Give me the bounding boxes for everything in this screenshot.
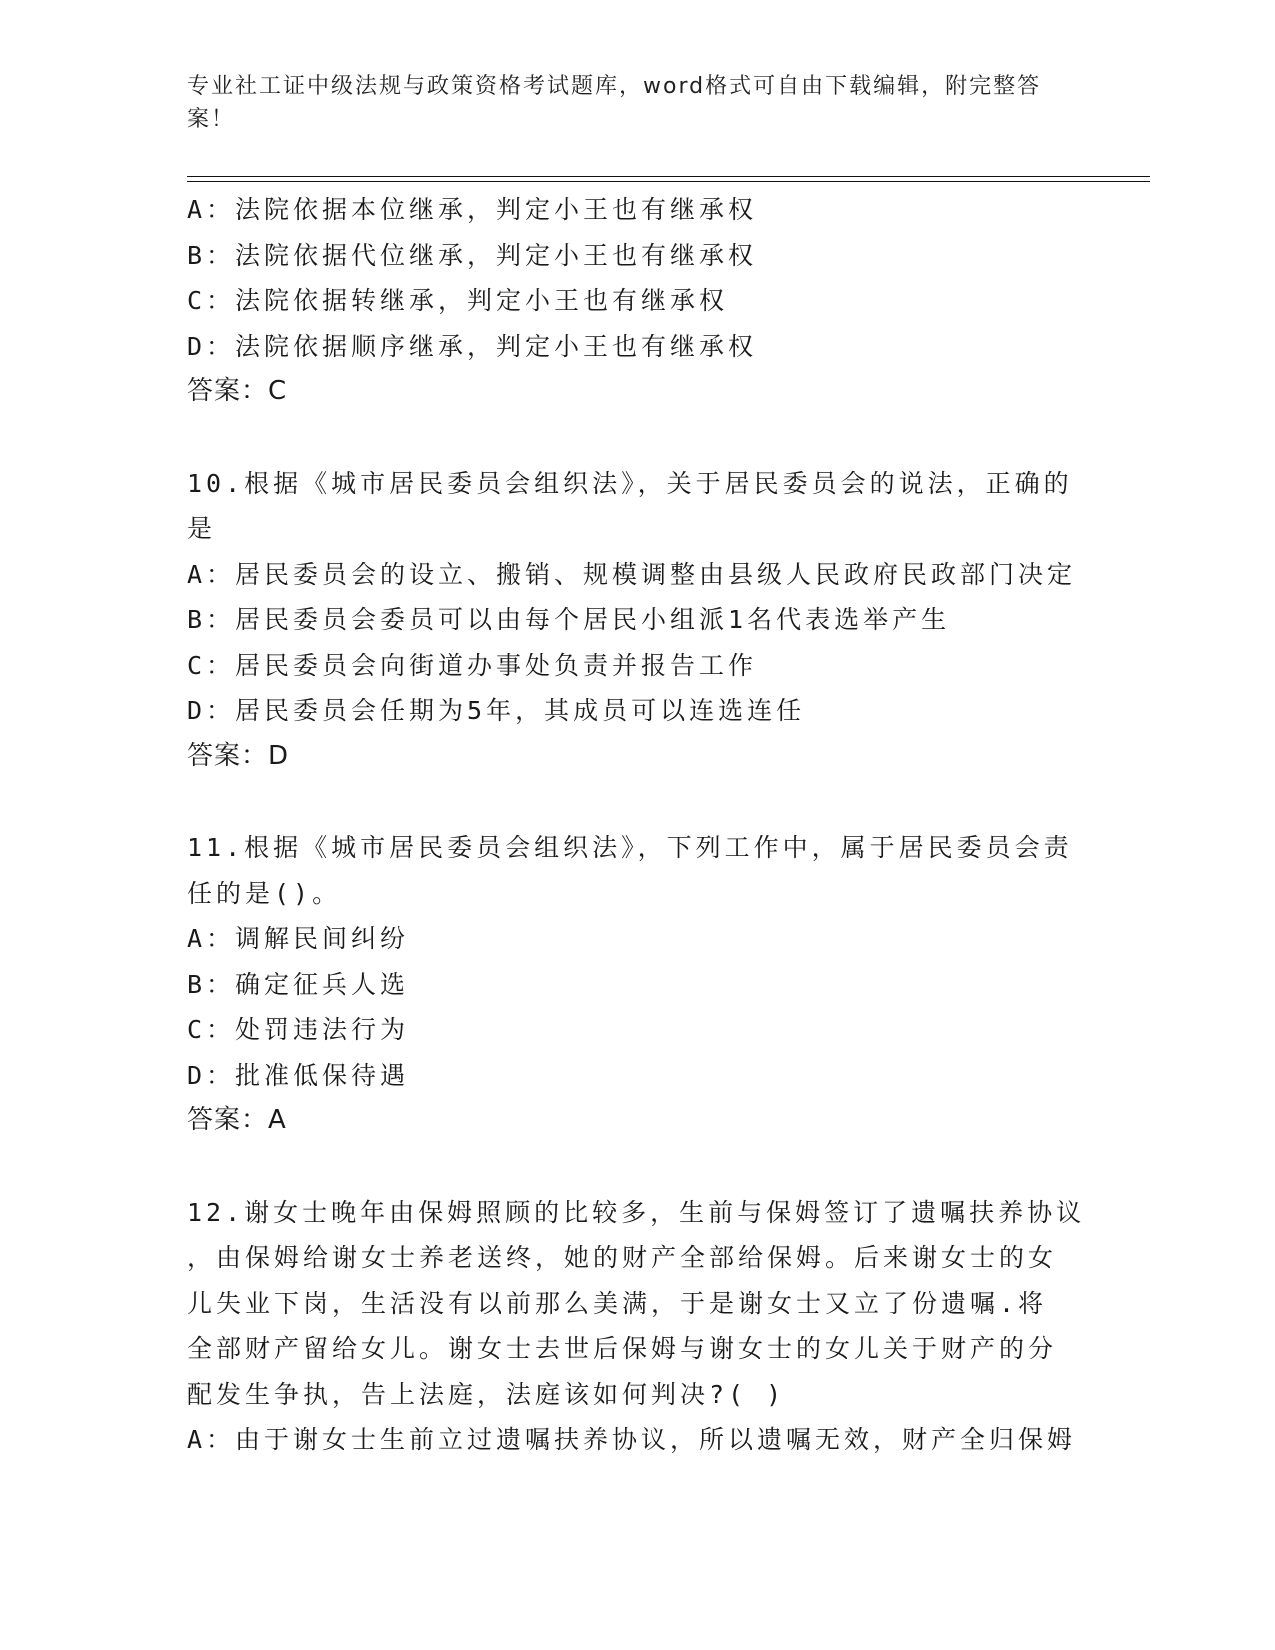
page-header [187, 70, 1067, 136]
question-stem-line: 是 [187, 514, 217, 543]
option-b: B：确定征兵人选 [187, 969, 410, 999]
option-a: A：由于谢女士生前立过遗嘱扶养协议，所以遗嘱无效，财产全归保姆 [187, 1425, 1077, 1454]
question-stem-line: 配发生争执，告上法庭，法庭该如何判决?( ) [187, 1379, 786, 1409]
option-d: D：批准低保待遇 [187, 1060, 410, 1090]
option-c: C：居民委员会向街道办事处负责并报告工作 [187, 650, 758, 680]
header-line-1: 专业社工证中级法规与政策资格考试题库，word格式可自由下载编辑，附完整答 [187, 74, 1042, 99]
header-rule-top [187, 176, 1150, 177]
option-b: B：法院依据代位继承，判定小王也有继承权 [187, 240, 758, 270]
question-12 [187, 1190, 1087, 1463]
question-stem-line: 儿失业下岗，生活没有以前那么美满，于是谢女士又立了份遗嘱.将 [187, 1288, 1048, 1318]
question-stem-line: 10.根据《城市居民委员会组织法》，关于居民委员会的说法，正确的 [187, 468, 1073, 498]
question-stem-line: ，由保姆给谢女士养老送终，她的财产全部给保姆。后来谢女士的女 [187, 1243, 1058, 1272]
answer-line: 答案：D [187, 740, 290, 771]
question-stem-line: 11.根据《城市居民委员会组织法》，下列工作中，属于居民委员会责 [187, 833, 1073, 862]
option-c: C：处罚违法行为 [187, 1015, 410, 1044]
question-stem-line: 全部财产留给女儿。谢女士去世后保姆与谢女士的女儿关于财产的分 [187, 1334, 1058, 1363]
question-10 [187, 461, 1087, 780]
header-line-2: 案！ [187, 107, 236, 132]
option-c: C：法院依据转继承，判定小王也有继承权 [187, 286, 729, 315]
answer-line: 答案：A [187, 1105, 287, 1135]
option-a: A：居民委员会的设立、搬销、规模调整由县级人民政府民政部门决定 [187, 559, 1077, 589]
option-a: A：调解民间纠纷 [187, 924, 410, 953]
option-d: D：居民委员会任期为5年，其成员可以连选连任 [187, 696, 806, 725]
question-9 [187, 187, 1087, 415]
header-rule-bottom [187, 181, 1150, 182]
question-content [187, 187, 1087, 1463]
answer-line: 答案：C [187, 376, 288, 406]
question-11 [187, 825, 1087, 1144]
option-a: A：法院依据本位继承，判定小王也有继承权 [187, 195, 758, 224]
question-stem-line: 任的是()。 [187, 878, 342, 908]
question-stem-line: 12.谢女士晚年由保姆照顾的比较多，生前与保姆签订了遗嘱扶养协议 [187, 1197, 1086, 1227]
option-d: D：法院依据顺序继承，判定小王也有继承权 [187, 331, 758, 361]
option-b: B：居民委员会委员可以由每个居民小组派1名代表选举产生 [187, 605, 951, 634]
